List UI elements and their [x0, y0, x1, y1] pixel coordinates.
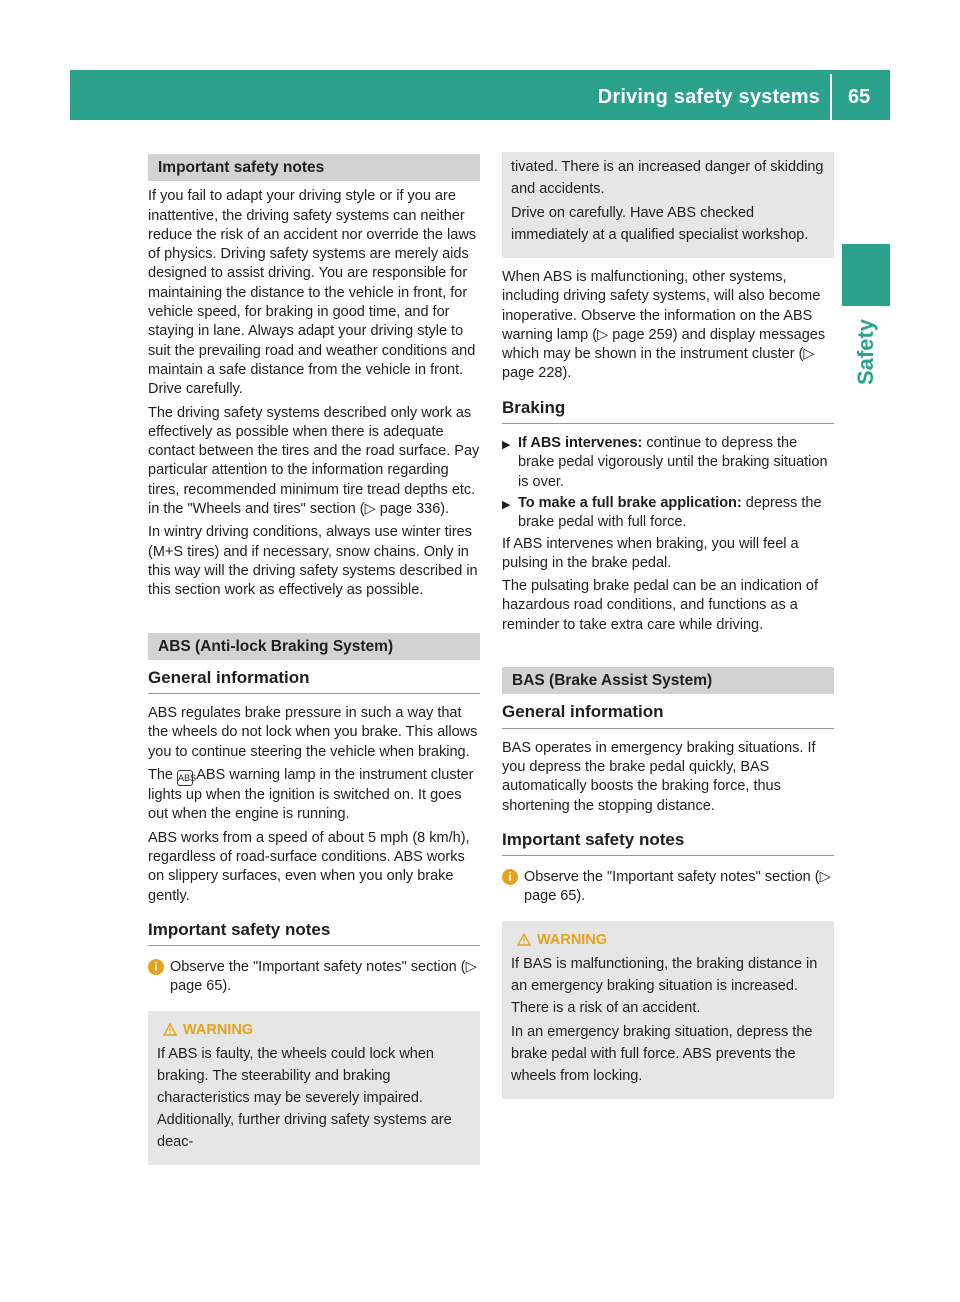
section-title: Driving safety systems [597, 86, 820, 108]
paragraph: The ABS ABS warning lamp in the instrument cluster lights up when the ignition is switched on. It goes out when the engine is running. [148, 767, 474, 823]
paragraph: ABS works from a speed of about 5 mph (8 km/h), regardless of road-surface conditions. ABS works on slippery surfaces, even when you only brake gently. [148, 829, 470, 904]
page-number: 65 [848, 86, 871, 108]
abs-warning-icon: ABS [177, 770, 193, 786]
warning-text: If ABS is faulty, the wheels could lock when braking. The steerability and braking characteristics may be severely impaired. Additionally, further driving safety systems are deac- [157, 1045, 452, 1150]
warning-triangle-icon [517, 933, 531, 946]
paragraph: BAS operates in emergency braking situations. If you depress the brake pedal quickly, BAS automatically boosts the braking force, thus shortening the stopping distance. [502, 739, 816, 814]
paragraph: If you fail to adapt your driving style or if you are inattentive, the driving safety systems can neither reduce the risk of an accident nor override the laws of physics. Driving safety systems are merely aids designed to assist driving. You are responsible for maintaining the distance to the vehicle in front, for vehicle speed, for braking in good time, and for staying in lane. Always adapt your driving style to suit the prevailing road and weather conditions and maintain a safe distance from the vehicle in front. Drive carefully. [148, 188, 477, 398]
warning-heading: WARNING [517, 929, 825, 951]
info-icon: i [148, 959, 164, 975]
warning-triangle-icon [163, 1023, 177, 1036]
warning-text: Drive on carefully. Have ABS checked immediately at a qualified specialist workshop. [511, 205, 809, 243]
info-note: i Observe the "Important safety notes" section (▷ page 65). [148, 958, 480, 997]
subsection-heading: Important safety notes [502, 830, 834, 856]
warning-box [148, 1011, 480, 1165]
section-band: BAS (Brake Assist System) [502, 667, 834, 694]
instruction-step: ▶ To make a full brake application: depress the brake pedal with full force. [502, 494, 834, 533]
chapter-label: Safety [853, 318, 878, 386]
right-column [502, 152, 834, 1099]
warning-text: In an emergency braking situation, depress the brake pedal with full force. ABS prevents the wheels from locking. [511, 1023, 813, 1084]
warning-text: tivated. There is an increased danger of skidding and accidents. [511, 159, 824, 197]
paragraph: The driving safety systems described only work as effectively as possible when there is adequate contact between the tires and the road surface. Pay particular attention to the information regarding tires, recommended minimum tire tread depths etc. in the "Wheels and tires" section (▷ page 336). [148, 404, 480, 518]
instruction-step: ▶ If ABS intervenes: continue to depress the brake pedal vigorously until the braking situation is over. [502, 434, 834, 492]
info-note: i Observe the "Important safety notes" section (▷ page 65). [502, 868, 834, 907]
warning-heading: WARNING [163, 1019, 471, 1041]
subsection-heading: General information [502, 702, 834, 728]
left-column [148, 154, 480, 1165]
warning-box-continued [502, 152, 834, 258]
step-arrow-icon: ▶ [502, 498, 511, 511]
warning-box [502, 921, 834, 1099]
header-divider [830, 74, 832, 120]
paragraph: If ABS intervenes when braking, you will feel a pulsing in the brake pedal. [502, 535, 799, 571]
chapter-tab [842, 244, 890, 306]
subsection-heading: Important safety notes [148, 920, 480, 946]
info-icon: i [502, 869, 518, 885]
paragraph: The pulsating brake pedal can be an indication of hazardous road conditions, and functions as a reminder to take extra care while driving. [502, 578, 818, 633]
warning-text: If BAS is malfunctioning, the braking distance in an emergency braking situation is increased. There is a risk of an accident. [511, 955, 818, 1016]
section-band: Important safety notes [148, 154, 480, 181]
paragraph: ABS regulates brake pressure in such a way that the wheels do not lock when you brake. This allows you to continue steering the vehicle when braking. [148, 705, 478, 760]
paragraph: In wintry driving conditions, always use winter tires (M+S tires) and if necessary, snow chains. Only in this way will the driving safety systems described in this section work as effectively as possible. [148, 524, 478, 599]
paragraph: When ABS is malfunctioning, other systems, including driving safety systems, will also become inoperative. Observe the information on the ABS warning lamp (▷ page 259) and display messages which may be shown in the instrument cluster (▷ page 228). [502, 269, 826, 382]
section-band: ABS (Anti-lock Braking System) [148, 633, 480, 660]
step-arrow-icon: ▶ [502, 439, 511, 452]
subsection-heading: General information [148, 668, 480, 694]
subsection-heading: Braking [502, 398, 834, 424]
